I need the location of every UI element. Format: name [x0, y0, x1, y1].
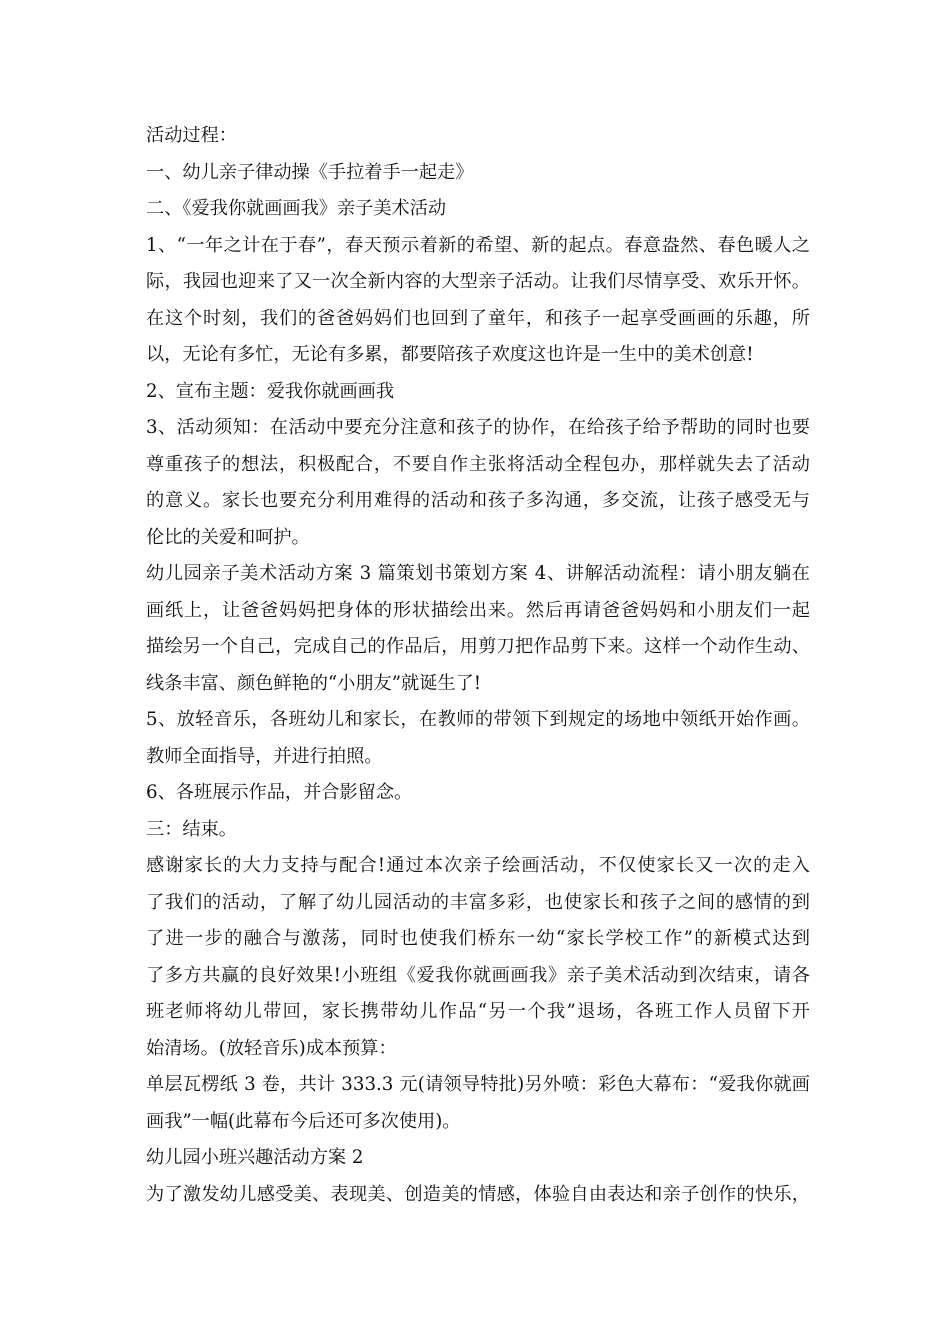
text-line: 6、各班展示作品，并合影留念。	[146, 782, 413, 803]
text-line: 以，无论有多忙，无论有多累，都要陪孩子欢度这也许是一生中的美术创意!	[146, 344, 754, 365]
document-body	[146, 118, 810, 1213]
text-line: 活动过程：	[146, 125, 237, 146]
text-line: 的意义。家长也要充分利用难得的活动和孩子多沟通，多交流，让孩子感受无与	[146, 490, 810, 511]
text-line: 描绘另一个自己，完成自己的作品后，用剪刀把作品剪下来。这样一个动作生动、	[146, 636, 810, 657]
text-line: 了我们的活动，了解了幼儿园活动的丰富多彩，也使家长和孩子之间的感情的到	[146, 891, 810, 913]
text-line: 伦比的关爱和呵护。	[146, 526, 310, 548]
text-line: 尊重孩子的想法，积极配合，不要自作主张将活动全程包办，那样就失去了活动	[146, 453, 810, 475]
text-line: 2、宣布主题：爱我你就画画我	[146, 380, 395, 402]
text-line: 幼儿园小班兴趣活动方案 2	[146, 1147, 364, 1168]
text-line: 线条丰富、颜色鲜艳的“小朋友”就诞生了!	[146, 672, 482, 694]
text-line: 5、放轻音乐，各班幼儿和家长，在教师的带领下到规定的场地中领纸开始作画。	[146, 709, 810, 730]
text-line: 在这个时刻，我们的爸爸妈妈们也回到了童年，和孩子一起享受画画的乐趣，所	[146, 307, 810, 329]
text-line: 教师全面指导，并进行拍照。	[146, 745, 383, 767]
text-line: 1、“一年之计在于春”，春天预示着新的希望、新的起点。春意盎然、春色暖人之	[146, 234, 810, 256]
text-line: 始清场。(放轻音乐)成本预算：	[146, 1037, 397, 1059]
text-line: 三：结束。	[146, 818, 237, 840]
text-line: 为了激发幼儿感受美、表现美、创造美的情感，体验自由表达和亲子创作的快乐，	[146, 1183, 810, 1205]
text-line: 感谢家长的大力支持与配合!通过本次亲子绘画活动，不仅使家长又一次的走入	[146, 855, 810, 876]
text-line: 画我”一幅(此幕布今后还可多次使用)。	[146, 1110, 461, 1132]
text-line: 二、《爱我你就画画我》亲子美术活动	[146, 198, 447, 219]
text-line: 画纸上，让爸爸妈妈把身体的形状描绘出来。然后再请爸爸妈妈和小朋友们一起	[146, 599, 810, 621]
text-line: 了进一步的融合与激荡，同时也使我们桥东一幼“家长学校工作”的新模式达到	[146, 928, 810, 949]
text-line: 一、幼儿亲子律动操《手拉着手一起走》	[146, 161, 474, 183]
text-line: 单层瓦楞纸 3 卷，共计 333.3 元(请领导特批)另外喷：彩色大幕布：“爱我你就画	[146, 1074, 810, 1095]
text-line: 3、活动须知：在活动中要充分注意和孩子的协作，在给孩子给予帮助的同时也要	[146, 417, 810, 438]
text-line: 班老师将幼儿带回，家长携带幼儿作品“另一个我”退场，各班工作人员留下开	[146, 1001, 810, 1022]
text-line: 了多方共赢的良好效果!小班组《爱我你就画画我》亲子美术活动到次结束，请各	[146, 964, 810, 986]
text-line: 际，我园也迎来了又一次全新内容的大型亲子活动。让我们尽情享受、欢乐开怀。	[146, 271, 810, 292]
text-line: 幼儿园亲子美术活动方案 3 篇策划书策划方案 4、讲解活动流程：请小朋友躺在	[146, 563, 810, 584]
